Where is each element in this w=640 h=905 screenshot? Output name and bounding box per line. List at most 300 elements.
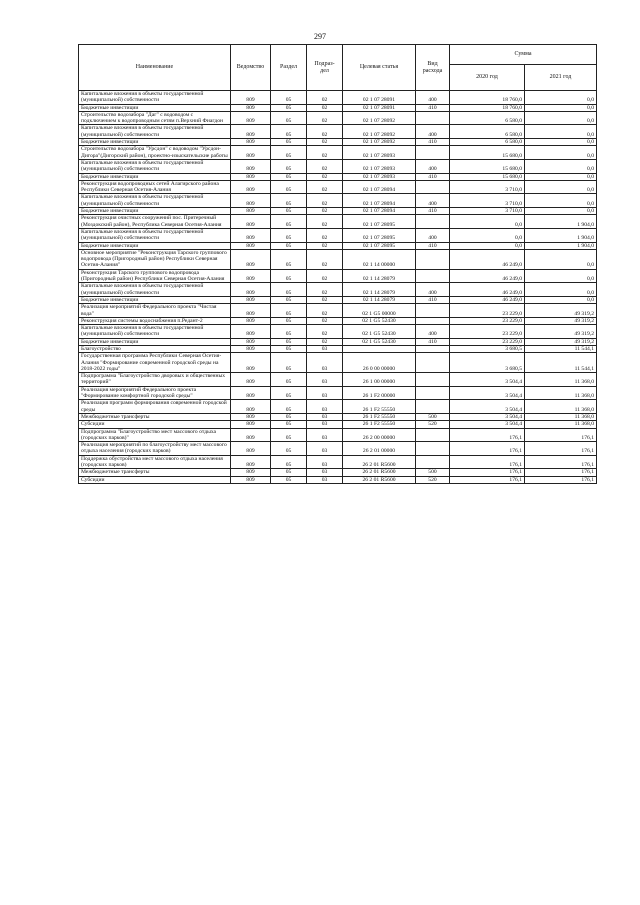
row-subsection: 02	[307, 139, 343, 146]
row-2021: 0,0	[525, 283, 597, 297]
table-row	[79, 455, 597, 469]
row-2021: 0,0	[525, 194, 597, 208]
row-2020: 23 229,0	[450, 338, 525, 345]
row-section: 05	[271, 283, 307, 297]
row-subsection: 02	[307, 104, 343, 111]
row-dept: 809	[231, 400, 271, 414]
page-number: 297	[314, 32, 326, 41]
table-row	[79, 180, 597, 194]
row-expense-type	[416, 345, 450, 352]
row-subsection: 03	[307, 400, 343, 414]
row-subsection: 02	[307, 269, 343, 283]
row-subsection: 02	[307, 173, 343, 180]
row-dept: 809	[231, 304, 271, 318]
header-name: Наименование	[79, 45, 231, 91]
row-name: Капитальные вложения в объекты государственной (муниципальной) собственности	[79, 228, 231, 242]
row-2021: 11 368,0	[525, 413, 597, 420]
row-subsection: 02	[307, 194, 343, 208]
table-row	[79, 208, 597, 215]
table-row	[79, 91, 597, 105]
row-target: 02 1 07 28094	[343, 180, 416, 194]
row-section: 05	[271, 304, 307, 318]
row-2021: 0,0	[525, 125, 597, 139]
row-2020: 46 249,0	[450, 283, 525, 297]
row-expense-type	[416, 386, 450, 400]
row-subsection: 02	[307, 317, 343, 324]
row-name: Субсидии	[79, 476, 231, 483]
row-subsection: 02	[307, 159, 343, 173]
row-2020: 3 680,5	[450, 345, 525, 352]
table-row	[79, 421, 597, 428]
row-dept: 809	[231, 146, 271, 160]
row-subsection: 03	[307, 476, 343, 483]
row-target: 26 1 F2 55550	[343, 413, 416, 420]
row-2021: 0,0	[525, 269, 597, 283]
row-target: 02 1 14 00000	[343, 249, 416, 269]
row-target: 02 1 07 28094	[343, 194, 416, 208]
row-2021: 0,0	[525, 249, 597, 269]
row-2020: 18 760,0	[450, 104, 525, 111]
row-name: Реконструкция системы водоснабжения п.Редант-2	[79, 317, 231, 324]
row-dept: 809	[231, 325, 271, 339]
row-dept: 809	[231, 338, 271, 345]
row-target: 26 2 01 R5600	[343, 469, 416, 476]
row-dept: 809	[231, 296, 271, 303]
row-dept: 809	[231, 413, 271, 420]
row-name: Бюджетные инвестиции	[79, 173, 231, 180]
row-name: Строительство водозабора "Урсдон" с водоводом "Урсдон-Дигора"(Дигорский район), проектно-изыскательские работы	[79, 146, 231, 160]
table-row	[79, 345, 597, 352]
row-dept: 809	[231, 283, 271, 297]
row-expense-type	[416, 215, 450, 229]
row-section: 05	[271, 373, 307, 387]
row-dept: 809	[231, 159, 271, 173]
row-2020: 3 504,4	[450, 421, 525, 428]
row-subsection: 02	[307, 296, 343, 303]
table-row	[79, 283, 597, 297]
row-subsection: 03	[307, 421, 343, 428]
row-expense-type	[416, 180, 450, 194]
row-section: 05	[271, 317, 307, 324]
row-dept: 809	[231, 469, 271, 476]
row-subsection: 03	[307, 428, 343, 442]
row-target	[343, 345, 416, 352]
row-target: 26 1 00 00000	[343, 373, 416, 387]
row-2021: 176,1	[525, 469, 597, 476]
row-subsection: 03	[307, 442, 343, 456]
row-expense-type: 410	[416, 296, 450, 303]
table-row	[79, 173, 597, 180]
row-expense-type: 400	[416, 228, 450, 242]
row-dept: 809	[231, 421, 271, 428]
row-expense-type	[416, 353, 450, 373]
row-expense-type: 520	[416, 421, 450, 428]
table-row	[79, 428, 597, 442]
row-name: Бюджетные инвестиции	[79, 139, 231, 146]
row-2020: 15 680,0	[450, 146, 525, 160]
row-2021: 0,0	[525, 159, 597, 173]
row-2021: 0,0	[525, 296, 597, 303]
row-section: 05	[271, 194, 307, 208]
row-section: 05	[271, 442, 307, 456]
table-row	[79, 442, 597, 456]
row-subsection: 02	[307, 304, 343, 318]
table-row	[79, 125, 597, 139]
row-2020: 6 580,0	[450, 139, 525, 146]
row-2021: 0,0	[525, 180, 597, 194]
row-name: Межбюджетные трансферты	[79, 413, 231, 420]
row-target: 26 2 01 R5600	[343, 455, 416, 469]
row-section: 05	[271, 173, 307, 180]
row-name: Реализация программ формирования современной городской среды	[79, 400, 231, 414]
row-subsection: 03	[307, 373, 343, 387]
row-target: 02 1 07 28093	[343, 159, 416, 173]
row-section: 05	[271, 476, 307, 483]
row-section: 05	[271, 269, 307, 283]
row-subsection: 02	[307, 180, 343, 194]
header-dept: Ведомство	[231, 45, 271, 91]
header-2021: 2021 год	[525, 65, 597, 91]
row-2021: 0,0	[525, 139, 597, 146]
row-subsection: 02	[307, 249, 343, 269]
row-dept: 809	[231, 373, 271, 387]
row-name: Субсидии	[79, 421, 231, 428]
row-target: 02 1 07 28091	[343, 104, 416, 111]
row-name: Благоустройство	[79, 345, 231, 352]
row-dept: 809	[231, 111, 271, 125]
row-name: Бюджетные инвестиции	[79, 242, 231, 249]
row-expense-type: 500	[416, 469, 450, 476]
row-expense-type	[416, 442, 450, 456]
row-expense-type	[416, 400, 450, 414]
row-2021: 11 368,0	[525, 373, 597, 387]
row-section: 05	[271, 421, 307, 428]
row-2020: 46 249,0	[450, 249, 525, 269]
table-row	[79, 139, 597, 146]
row-subsection: 02	[307, 325, 343, 339]
row-target: 02 1 07 28093	[343, 173, 416, 180]
table-row	[79, 353, 597, 373]
row-2021: 176,1	[525, 428, 597, 442]
budget-table	[78, 44, 597, 484]
table-row	[79, 215, 597, 229]
row-name: Капитальные вложения в объекты государственной (муниципальной) собственности	[79, 125, 231, 139]
row-2020: 23 229,0	[450, 325, 525, 339]
row-expense-type	[416, 455, 450, 469]
row-expense-type: 410	[416, 242, 450, 249]
row-2021: 1 904,0	[525, 242, 597, 249]
row-2020: 0,0	[450, 228, 525, 242]
row-2020: 3 504,4	[450, 400, 525, 414]
row-2021: 176,1	[525, 442, 597, 456]
row-target: 26 2 01 R5600	[343, 476, 416, 483]
row-target: 02 1 07 28095	[343, 242, 416, 249]
row-2020: 3 710,0	[450, 208, 525, 215]
row-target: 02 1 07 28095	[343, 215, 416, 229]
row-subsection: 02	[307, 125, 343, 139]
row-subsection: 02	[307, 283, 343, 297]
row-name: Реконструкция очистных сооружений пос. Притеречный (Моздокский район), Республика Северная Осетия-Алания	[79, 215, 231, 229]
row-name: Капитальные вложения в объекты государственной (муниципальной) собственности	[79, 194, 231, 208]
table-row	[79, 304, 597, 318]
header-section: Раздел	[271, 45, 307, 91]
table-row	[79, 317, 597, 324]
row-subsection: 02	[307, 228, 343, 242]
row-name: Капитальные вложения в объекты государственной (муниципальной) собственности	[79, 325, 231, 339]
row-dept: 809	[231, 386, 271, 400]
row-name: Реализация мероприятий Федерального проекта "Чистая вода"	[79, 304, 231, 318]
row-name: Капитальные вложения в объекты государственной (муниципальной) собственности	[79, 159, 231, 173]
row-name: Подпрограмма "Благоустройство дворовых и общественных территорий"	[79, 373, 231, 387]
table-row	[79, 111, 597, 125]
row-2021: 0,0	[525, 104, 597, 111]
row-name: Основное мероприятие "Реконструкция Тарского группового водопровода (Пригородный район) Республики Северная Осетия-Алания"	[79, 249, 231, 269]
row-subsection: 02	[307, 91, 343, 105]
row-dept: 809	[231, 104, 271, 111]
row-expense-type: 400	[416, 125, 450, 139]
row-section: 05	[271, 338, 307, 345]
row-section: 05	[271, 139, 307, 146]
row-name: Строительство водозабора "Даг" с водоводом с подключением к водопроводным сетям п.Верхний Фиагдон	[79, 111, 231, 125]
row-section: 05	[271, 180, 307, 194]
row-2021: 1 904,0	[525, 215, 597, 229]
row-target: 02 1 G5 52430	[343, 338, 416, 345]
row-dept: 809	[231, 345, 271, 352]
row-target: 26 1 F2 55550	[343, 421, 416, 428]
row-name: Поддержка обустройства мест массового отдыха населения (городских парков)	[79, 455, 231, 469]
row-target: 02 1 G5 52430	[343, 317, 416, 324]
row-dept: 809	[231, 353, 271, 373]
row-2021: 11 544,1	[525, 345, 597, 352]
row-section: 05	[271, 249, 307, 269]
row-name: Реализация мероприятий по благоустройству мест массового отдыха населения (городских парков)	[79, 442, 231, 456]
header-target: Целевая статья	[343, 45, 416, 91]
table-row	[79, 413, 597, 420]
row-expense-type	[416, 146, 450, 160]
row-dept: 809	[231, 91, 271, 105]
row-2020: 0,0	[450, 215, 525, 229]
row-dept: 809	[231, 139, 271, 146]
row-subsection: 02	[307, 338, 343, 345]
table-row	[79, 338, 597, 345]
row-section: 05	[271, 428, 307, 442]
row-2021: 0,0	[525, 111, 597, 125]
row-2021: 176,1	[525, 455, 597, 469]
row-section: 05	[271, 296, 307, 303]
row-subsection: 02	[307, 215, 343, 229]
row-2020: 46 249,0	[450, 296, 525, 303]
row-name: Бюджетные инвестиции	[79, 208, 231, 215]
row-target: 26 1 F2 00000	[343, 386, 416, 400]
row-subsection: 03	[307, 353, 343, 373]
table-row	[79, 159, 597, 173]
row-expense-type: 400	[416, 325, 450, 339]
row-subsection: 02	[307, 146, 343, 160]
row-name: Реализация мероприятий Федерального проекта "Формирование комфортной городской среды"	[79, 386, 231, 400]
row-2020: 18 760,0	[450, 91, 525, 105]
row-subsection: 03	[307, 386, 343, 400]
row-2020: 176,1	[450, 442, 525, 456]
row-dept: 809	[231, 442, 271, 456]
row-section: 05	[271, 215, 307, 229]
row-target: 02 1 G5 00000	[343, 304, 416, 318]
row-2021: 11 368,0	[525, 421, 597, 428]
table-row	[79, 146, 597, 160]
row-section: 05	[271, 413, 307, 420]
row-expense-type	[416, 269, 450, 283]
row-expense-type	[416, 304, 450, 318]
row-2021: 0,0	[525, 173, 597, 180]
table-row	[79, 469, 597, 476]
row-section: 05	[271, 111, 307, 125]
row-name: Межбюджетные трансферты	[79, 469, 231, 476]
row-expense-type: 410	[416, 173, 450, 180]
row-target: 02 1 07 28094	[343, 208, 416, 215]
row-2020: 23 229,0	[450, 317, 525, 324]
table-row	[79, 104, 597, 111]
row-dept: 809	[231, 242, 271, 249]
row-2021: 0,0	[525, 91, 597, 105]
row-2020: 3 504,4	[450, 373, 525, 387]
table-row	[79, 373, 597, 387]
row-2021: 176,1	[525, 476, 597, 483]
row-dept: 809	[231, 317, 271, 324]
row-section: 05	[271, 146, 307, 160]
row-2020: 6 580,0	[450, 125, 525, 139]
table-row	[79, 194, 597, 208]
row-dept: 809	[231, 194, 271, 208]
row-2021: 11 368,0	[525, 400, 597, 414]
row-target: 02 1 14 28079	[343, 269, 416, 283]
row-expense-type: 500	[416, 413, 450, 420]
row-name: Подпрограмма "Благоустройство мест массового отдыха (городских парков)"	[79, 428, 231, 442]
row-dept: 809	[231, 208, 271, 215]
table-row	[79, 228, 597, 242]
table-body	[79, 91, 597, 484]
row-section: 05	[271, 104, 307, 111]
row-dept: 809	[231, 249, 271, 269]
row-target: 02 1 G5 52430	[343, 325, 416, 339]
row-name: Реконструкция водопроводных сетей Алагирского района Республики Северная Осетия-Алания	[79, 180, 231, 194]
table-row	[79, 296, 597, 303]
row-section: 05	[271, 345, 307, 352]
row-subsection: 02	[307, 242, 343, 249]
row-expense-type: 400	[416, 194, 450, 208]
header-subsection: Подраз- дел	[307, 45, 343, 91]
table-row	[79, 249, 597, 269]
row-2020: 176,1	[450, 469, 525, 476]
header-expense-type: Вид расхода	[416, 45, 450, 91]
row-dept: 809	[231, 173, 271, 180]
row-expense-type: 400	[416, 159, 450, 173]
row-target: 26 2 00 00000	[343, 428, 416, 442]
row-expense-type	[416, 317, 450, 324]
header-sum: Сумма	[450, 45, 597, 65]
row-section: 05	[271, 353, 307, 373]
row-name: Бюджетные инвестиции	[79, 338, 231, 345]
row-dept: 809	[231, 455, 271, 469]
row-section: 05	[271, 325, 307, 339]
row-name: Капитальные вложения в объекты государственной (муниципальной) собственности	[79, 283, 231, 297]
row-expense-type: 410	[416, 208, 450, 215]
row-section: 05	[271, 208, 307, 215]
row-dept: 809	[231, 228, 271, 242]
row-name: Капитальные вложения в объекты государственной (муниципальной) собственности	[79, 91, 231, 105]
table-row	[79, 386, 597, 400]
row-section: 05	[271, 455, 307, 469]
row-target: 02 1 07 28092	[343, 125, 416, 139]
table-row	[79, 242, 597, 249]
row-2021: 0,0	[525, 208, 597, 215]
row-dept: 809	[231, 476, 271, 483]
row-expense-type: 400	[416, 283, 450, 297]
row-2020: 3 504,4	[450, 386, 525, 400]
row-2021: 11 544,1	[525, 353, 597, 373]
row-dept: 809	[231, 180, 271, 194]
row-2020: 176,1	[450, 476, 525, 483]
row-expense-type	[416, 373, 450, 387]
row-2020: 176,1	[450, 455, 525, 469]
row-target: 26 0 00 00000	[343, 353, 416, 373]
row-target: 02 1 14 28079	[343, 296, 416, 303]
row-section: 05	[271, 125, 307, 139]
row-2021: 49 319,2	[525, 325, 597, 339]
row-2021: 49 319,2	[525, 304, 597, 318]
row-name: Бюджетные инвестиции	[79, 296, 231, 303]
row-dept: 809	[231, 125, 271, 139]
row-expense-type	[416, 428, 450, 442]
row-target: 26 2 01 00000	[343, 442, 416, 456]
row-expense-type: 520	[416, 476, 450, 483]
row-target: 02 1 14 28079	[343, 283, 416, 297]
row-section: 05	[271, 469, 307, 476]
table-row	[79, 476, 597, 483]
row-2020: 3 680,5	[450, 353, 525, 373]
row-target: 02 1 07 28095	[343, 228, 416, 242]
row-2020: 15 680,0	[450, 159, 525, 173]
row-dept: 809	[231, 428, 271, 442]
row-subsection: 03	[307, 345, 343, 352]
row-2020: 6 580,0	[450, 111, 525, 125]
row-2020: 3 710,0	[450, 180, 525, 194]
row-section: 05	[271, 386, 307, 400]
row-2021: 11 368,0	[525, 386, 597, 400]
row-expense-type	[416, 249, 450, 269]
header-2020: 2020 год	[450, 65, 525, 91]
row-target: 02 1 07 28093	[343, 146, 416, 160]
row-2020: 176,1	[450, 428, 525, 442]
row-2020: 23 229,0	[450, 304, 525, 318]
row-2020: 15 680,0	[450, 173, 525, 180]
row-2020: 3 710,0	[450, 194, 525, 208]
row-section: 05	[271, 159, 307, 173]
row-name: Реконструкция Тарского группового водопровода (Пригородный район) Республики Северная Осетия-Алания	[79, 269, 231, 283]
row-target: 02 1 07 28092	[343, 139, 416, 146]
row-expense-type: 400	[416, 91, 450, 105]
table-row	[79, 400, 597, 414]
row-section: 05	[271, 228, 307, 242]
row-subsection: 03	[307, 455, 343, 469]
row-2021: 1 904,0	[525, 228, 597, 242]
row-name: Государственная программа Республики Северная Осетия-Алания "Формирование современной городской среды на 2018-2022 годы"	[79, 353, 231, 373]
row-name: Бюджетные инвестиции	[79, 104, 231, 111]
row-target: 02 1 07 28091	[343, 91, 416, 105]
row-expense-type: 410	[416, 139, 450, 146]
row-target: 26 1 F2 55550	[343, 400, 416, 414]
row-dept: 809	[231, 215, 271, 229]
row-2021: 49 319,2	[525, 338, 597, 345]
row-2021: 0,0	[525, 146, 597, 160]
